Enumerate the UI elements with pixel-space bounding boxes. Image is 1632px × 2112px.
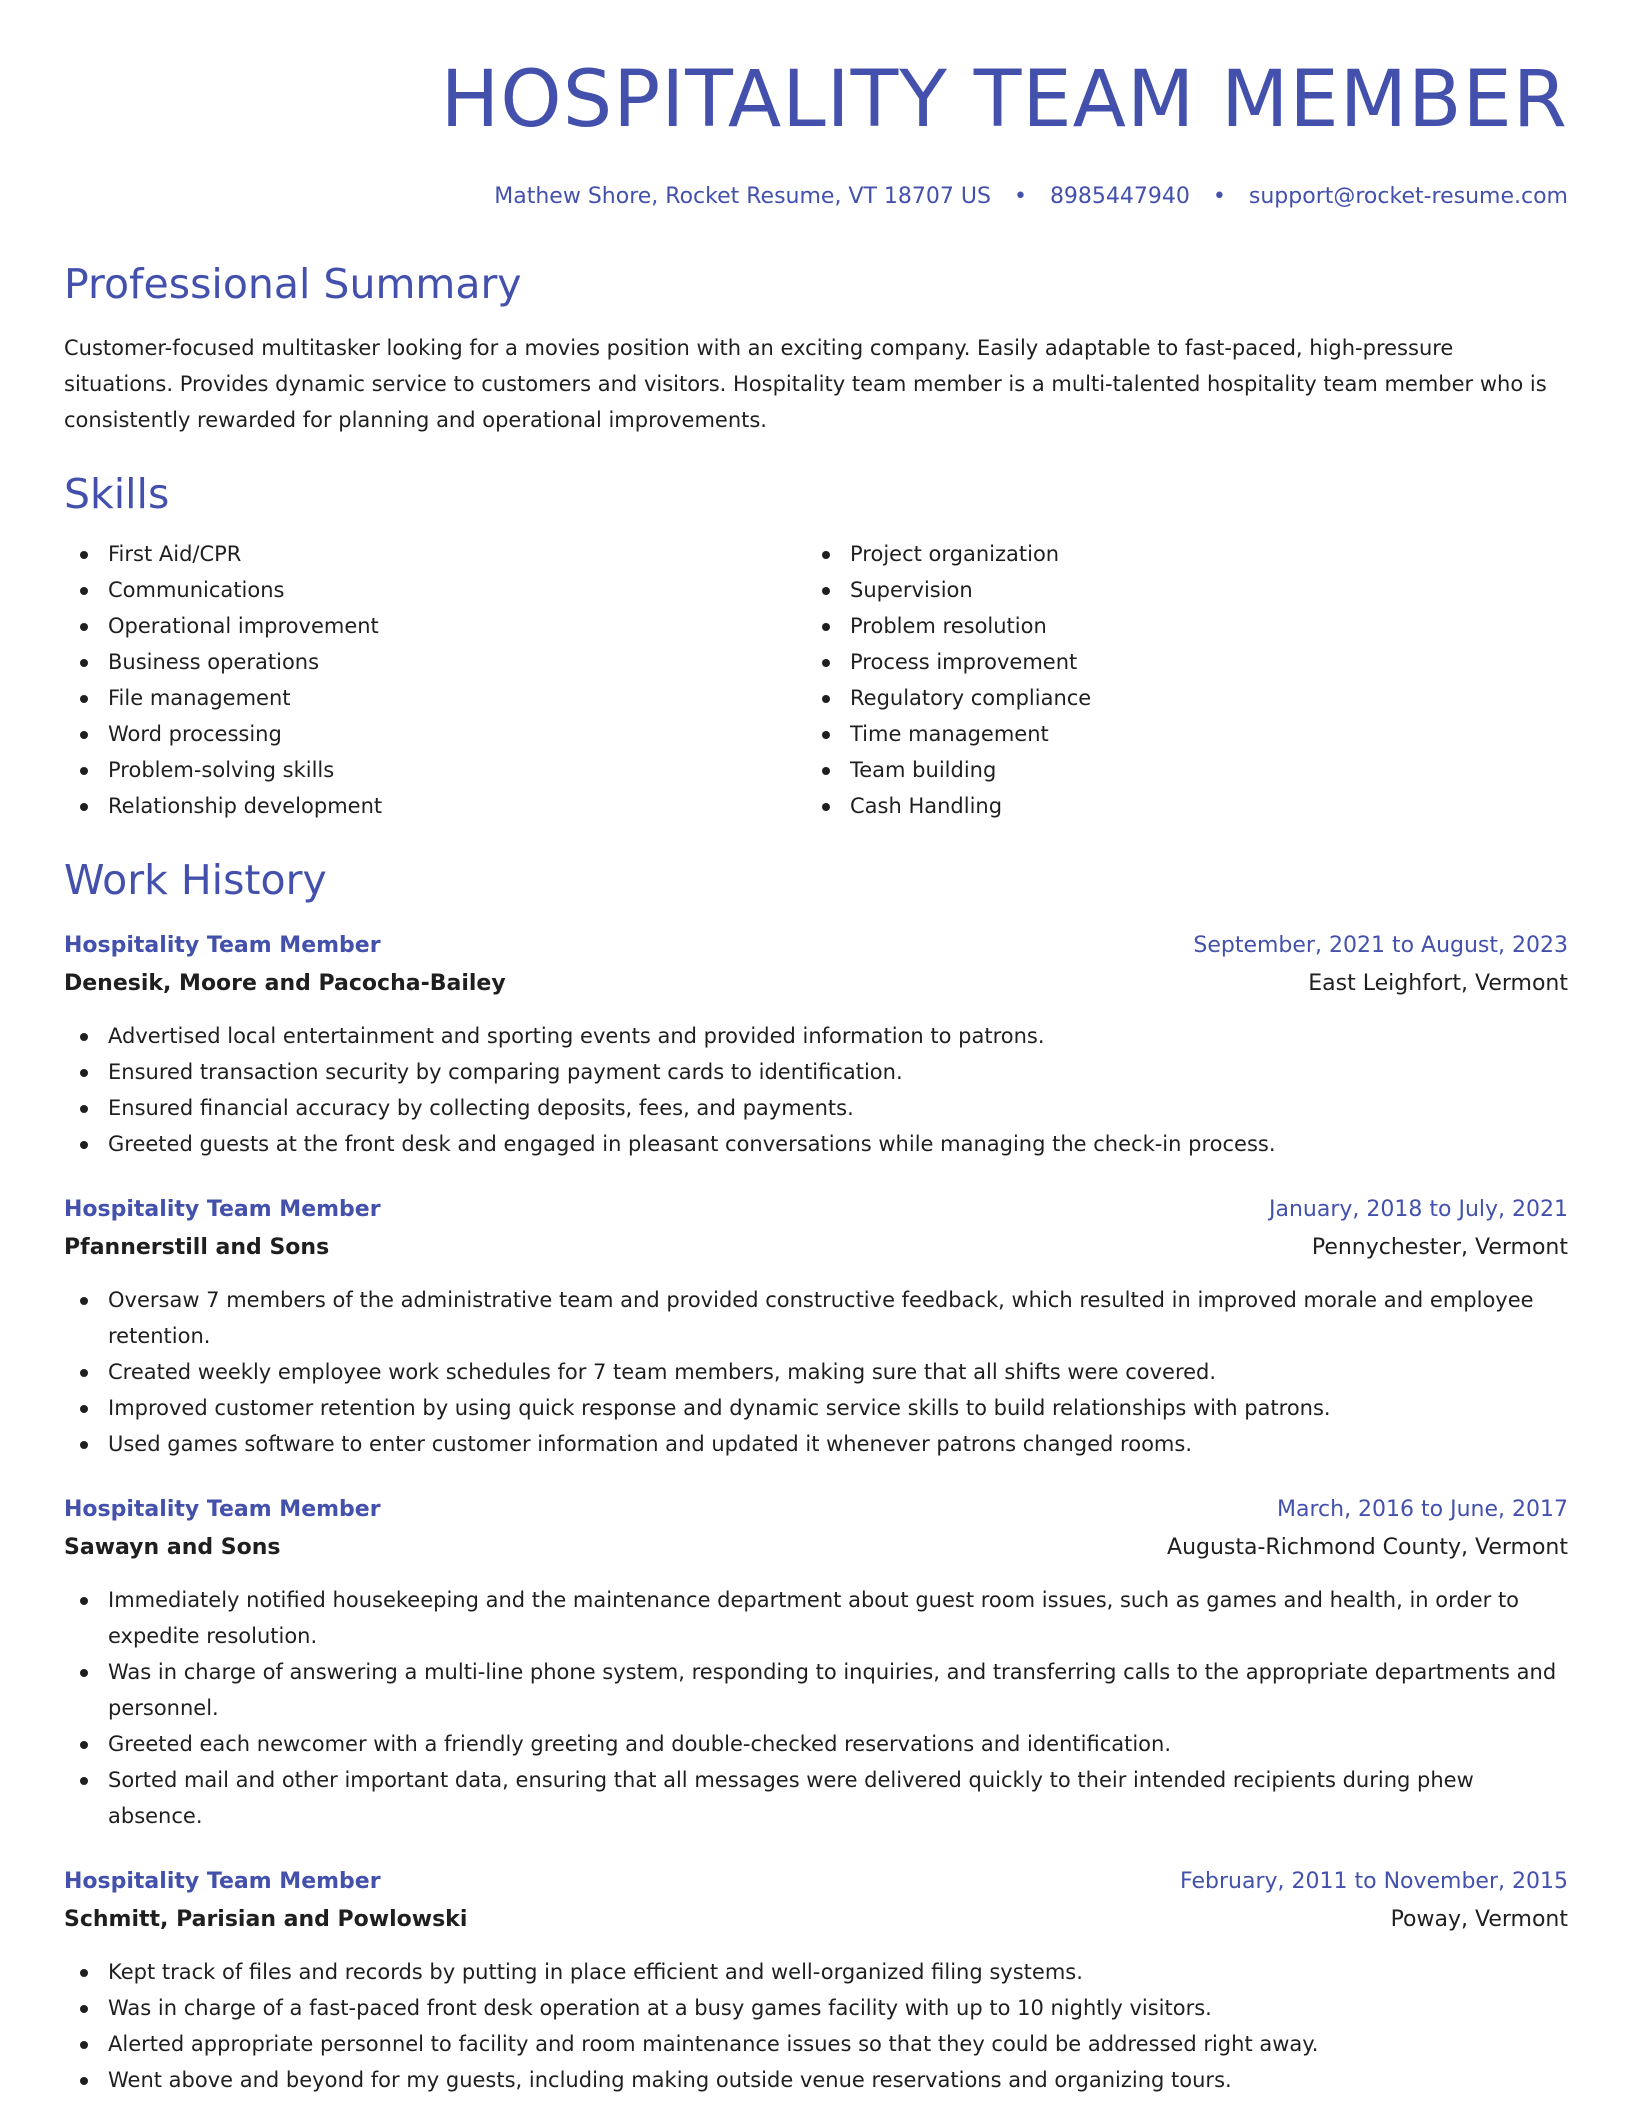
job-title-row	[64, 1492, 1568, 1528]
job-entry	[64, 1492, 1568, 1834]
job-bullet: Was in charge of answering a multi-line phone system, responding to inquiries, and transferring calls to the appropriate departments and personnel.	[64, 1654, 1568, 1726]
skill-item: Project organization	[806, 536, 1548, 572]
job-location: East Leighfort, Vermont	[1308, 971, 1568, 996]
skills-column-right	[806, 536, 1548, 824]
job-bullet: Sorted mail and other important data, ensuring that all messages were delivered quickly to their intended recipients during phew absence.	[64, 1762, 1568, 1834]
job-entry	[64, 928, 1568, 1162]
skills-list-left	[64, 536, 806, 824]
skill-item: Time management	[806, 716, 1548, 752]
skills-grid	[64, 536, 1568, 824]
job-company-row	[64, 1528, 1568, 1568]
job-title: Hospitality Team Member	[64, 1197, 381, 1222]
job-dates: February, 2011 to November, 2015	[1180, 1869, 1568, 1894]
job-bullet: Ensured financial accuracy by collecting deposits, fees, and payments.	[64, 1090, 1568, 1126]
job-company: Sawayn and Sons	[64, 1535, 281, 1560]
contact-phone: 8985447940	[1049, 184, 1190, 209]
skill-item: Communications	[64, 572, 806, 608]
contact-separator: •	[1212, 184, 1226, 209]
job-title-row	[64, 928, 1568, 964]
contact-address: Mathew Shore, Rocket Resume, VT 18707 US	[494, 184, 991, 209]
skill-item: Business operations	[64, 644, 806, 680]
job-company-row	[64, 1228, 1568, 1268]
skill-item: Problem-solving skills	[64, 752, 806, 788]
job-company: Pfannerstill and Sons	[64, 1235, 330, 1260]
job-bullet: Oversaw 7 members of the administrative team and provided constructive feedback, which resulted in improved morale and employee retention.	[64, 1282, 1568, 1354]
resume-header	[64, 52, 1568, 212]
job-bullets	[64, 1582, 1568, 1834]
job-bullet: Went above and beyond for my guests, including making outside venue reservations and organizing tours.	[64, 2062, 1568, 2098]
job-bullet: Greeted each newcomer with a friendly greeting and double-checked reservations and identification.	[64, 1726, 1568, 1762]
job-bullet: Alerted appropriate personnel to facility and room maintenance issues so that they could be addressed right away.	[64, 2026, 1568, 2062]
job-entry	[64, 1864, 1568, 2098]
job-dates: January, 2018 to July, 2021	[1269, 1197, 1568, 1222]
job-location: Pennychester, Vermont	[1311, 1235, 1568, 1260]
contact-email: support@rocket-resume.com	[1248, 184, 1568, 209]
summary-section	[64, 258, 1568, 438]
job-location: Augusta-Richmond County, Vermont	[1167, 1535, 1568, 1560]
skill-item: Process improvement	[806, 644, 1548, 680]
job-bullets	[64, 1282, 1568, 1462]
job-bullet: Used games software to enter customer information and updated it whenever patrons changed rooms.	[64, 1426, 1568, 1462]
skill-item: Team building	[806, 752, 1548, 788]
contact-line	[64, 182, 1568, 212]
work-history-section	[64, 854, 1568, 2098]
summary-heading: Professional Summary	[64, 260, 522, 308]
job-bullet: Immediately notified housekeeping and the maintenance department about guest room issues, such as games and health, in order to expedite resolution.	[64, 1582, 1568, 1654]
resume-title: HOSPITALITY TEAM MEMBER	[440, 55, 1568, 145]
skill-item: Cash Handling	[806, 788, 1548, 824]
job-company: Schmitt, Parisian and Powlowski	[64, 1907, 468, 1932]
job-bullet: Created weekly employee work schedules for 7 team members, making sure that all shifts were covered.	[64, 1354, 1568, 1390]
skill-item: Word processing	[64, 716, 806, 752]
job-bullets	[64, 1018, 1568, 1162]
job-bullets	[64, 1954, 1568, 2098]
job-bullet: Kept track of files and records by putting in place efficient and well-organized filing systems.	[64, 1954, 1568, 1990]
skill-item: Relationship development	[64, 788, 806, 824]
skill-item: Operational improvement	[64, 608, 806, 644]
job-title: Hospitality Team Member	[64, 933, 381, 958]
skills-heading: Skills	[64, 470, 170, 518]
job-title: Hospitality Team Member	[64, 1497, 381, 1522]
skill-item: File management	[64, 680, 806, 716]
job-company-row	[64, 1900, 1568, 1940]
job-title-row	[64, 1192, 1568, 1228]
skills-column-left	[64, 536, 806, 824]
job-bullet: Improved customer retention by using quick response and dynamic service skills to build relationships with patrons.	[64, 1390, 1568, 1426]
job-bullet: Greeted guests at the front desk and engaged in pleasant conversations while managing the check-in process.	[64, 1126, 1568, 1162]
work-history-heading: Work History	[64, 856, 327, 904]
job-company: Denesik, Moore and Pacocha-Bailey	[64, 971, 506, 996]
job-bullet: Ensured transaction security by comparing payment cards to identification.	[64, 1054, 1568, 1090]
skill-item: Problem resolution	[806, 608, 1548, 644]
skill-item: Supervision	[806, 572, 1548, 608]
job-bullet: Advertised local entertainment and sporting events and provided information to patrons.	[64, 1018, 1568, 1054]
job-bullet: Was in charge of a fast-paced front desk operation at a busy games facility with up to 10 nightly visitors.	[64, 1990, 1568, 2026]
job-dates: September, 2021 to August, 2023	[1193, 933, 1568, 958]
job-title: Hospitality Team Member	[64, 1869, 381, 1894]
contact-separator: •	[1013, 184, 1027, 209]
skill-item: Regulatory compliance	[806, 680, 1548, 716]
summary-text: Customer-focused multitasker looking for a movies position with an exciting company. Easily adaptable to fast-paced, high-pressure situations. Provides dynamic service to customers and visitors. Hospitality team member is a multi-talented hospitality team member who is consistently rewarded for planning and operational improvements.	[64, 336, 1547, 432]
job-dates: March, 2016 to June, 2017	[1277, 1497, 1568, 1522]
skills-list-right	[806, 536, 1548, 824]
job-location: Poway, Vermont	[1390, 1907, 1568, 1932]
job-company-row	[64, 964, 1568, 1004]
job-entry	[64, 1192, 1568, 1462]
job-title-row	[64, 1864, 1568, 1900]
skill-item: First Aid/CPR	[64, 536, 806, 572]
skills-section	[64, 468, 1568, 824]
